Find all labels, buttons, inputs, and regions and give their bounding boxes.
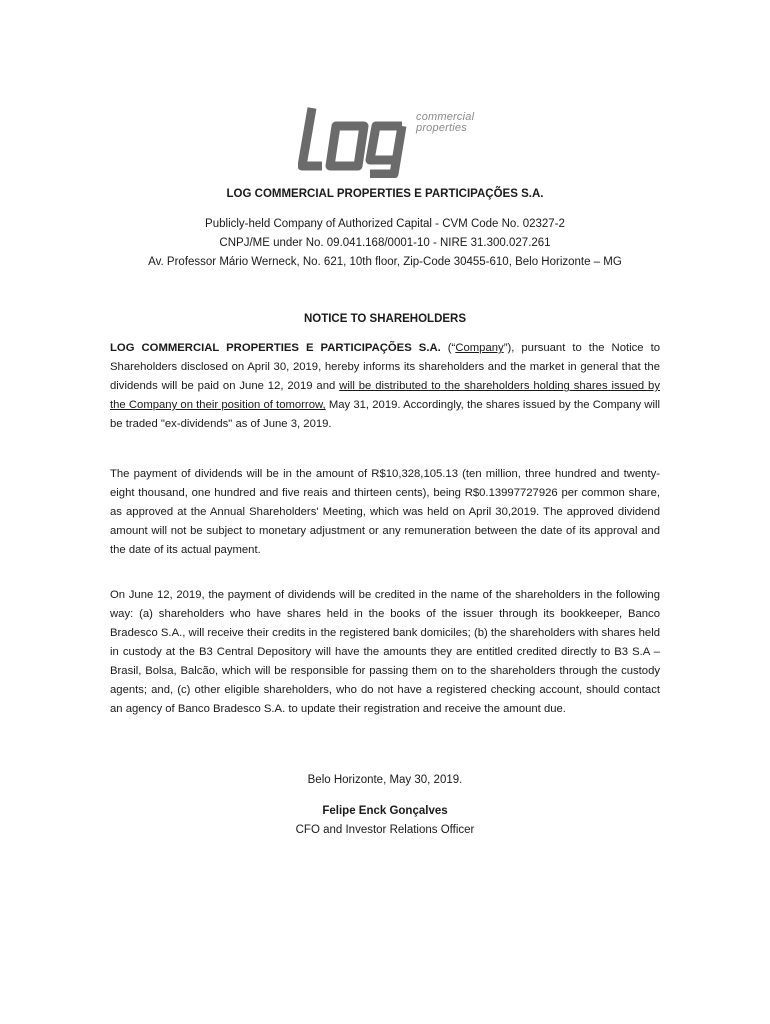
company-title: LOG COMMERCIAL PROPERTIES E PARTICIPAÇÕES S.A.	[226, 188, 544, 200]
company-name: LOG COMMERCIAL PROPERTIES E PARTICIPAÇÕES S.A.	[110, 342, 441, 354]
logo-tagline-line2: properties	[416, 122, 467, 134]
notice-title: NOTICE TO SHAREHOLDERS	[303, 313, 467, 325]
company-term: Company	[455, 342, 504, 354]
paragraph-dividend-amount: The payment of dividends will be in the amount of R$10,328,105.13 (ten million, three hundred and twenty-eight thousand, one hundred and five reais and thirteen cents), being R$0.13997727926 per common share, as approved at the Annual Shareholders' Meeting, which was held on April 30,2019. The approved dividend amount will not be subject to monetary adjustment or any remuneration between the date of its approval and the date of its actual payment.	[110, 468, 660, 556]
log-wordmark-logo	[298, 104, 418, 178]
place-and-date: Belo Horizonte, May 30, 2019.	[307, 774, 463, 786]
logo-tagline-line1: commercial	[416, 111, 475, 123]
announcement-underlined: will be distributed to the shareholders holding shares issued by the Company on their position of tomorrow,	[110, 380, 660, 411]
header-line-address: Av. Professor Mário Werneck, No. 621, 10th floor, Zip-Code 30455-610, Belo Horizonte – MG	[148, 256, 622, 268]
announcement-text-b: May 31, 2019. Accordingly, the shares issued by the Company will be traded "ex-dividends" as of June 3, 2019.	[110, 399, 660, 430]
open-quote: (“	[440, 342, 456, 354]
paragraph-payment-method: On June 12, 2019, the payment of dividends will be credited in the name of the shareholders in the following way: (a) shareholders who have shares held in the books of the issuer through its bookkeeper, Banco Bradesco S.A., will receive their credits in the registered bank domiciles; (b) the shareholders with shares held in custody at the B3 Central Depository will have the amounts they are entitled credited directly to B3 S.A – Brasil, Bolsa, Balcão, which will be responsible for passing them on to the shareholders through the custody agents; and, (c) other eligible shareholders, who do not have a registered checking account, should contact an agency of Banco Bradesco S.A. to update their registration and receive the amount due.	[110, 589, 660, 715]
company-logo	[298, 104, 488, 178]
header-line-capital: Publicly-held Company of Authorized Capital - CVM Code No. 02327-2	[205, 218, 565, 230]
announcement-text-a: ”), pursuant to the Notice to Shareholders disclosed on April 30, 2019, hereby informs its shareholders and the market in general that the dividends will be paid on June 12, 2019 and	[110, 342, 661, 392]
signer-role: CFO and Investor Relations Officer	[295, 824, 475, 836]
signer-name: Felipe Enck Gonçalves	[322, 805, 448, 817]
paragraph-announcement	[110, 339, 660, 434]
header-line-cnpj: CNPJ/ME under No. 09.041.168/0001-10 - NIRE 31.300.027.261	[219, 237, 551, 249]
